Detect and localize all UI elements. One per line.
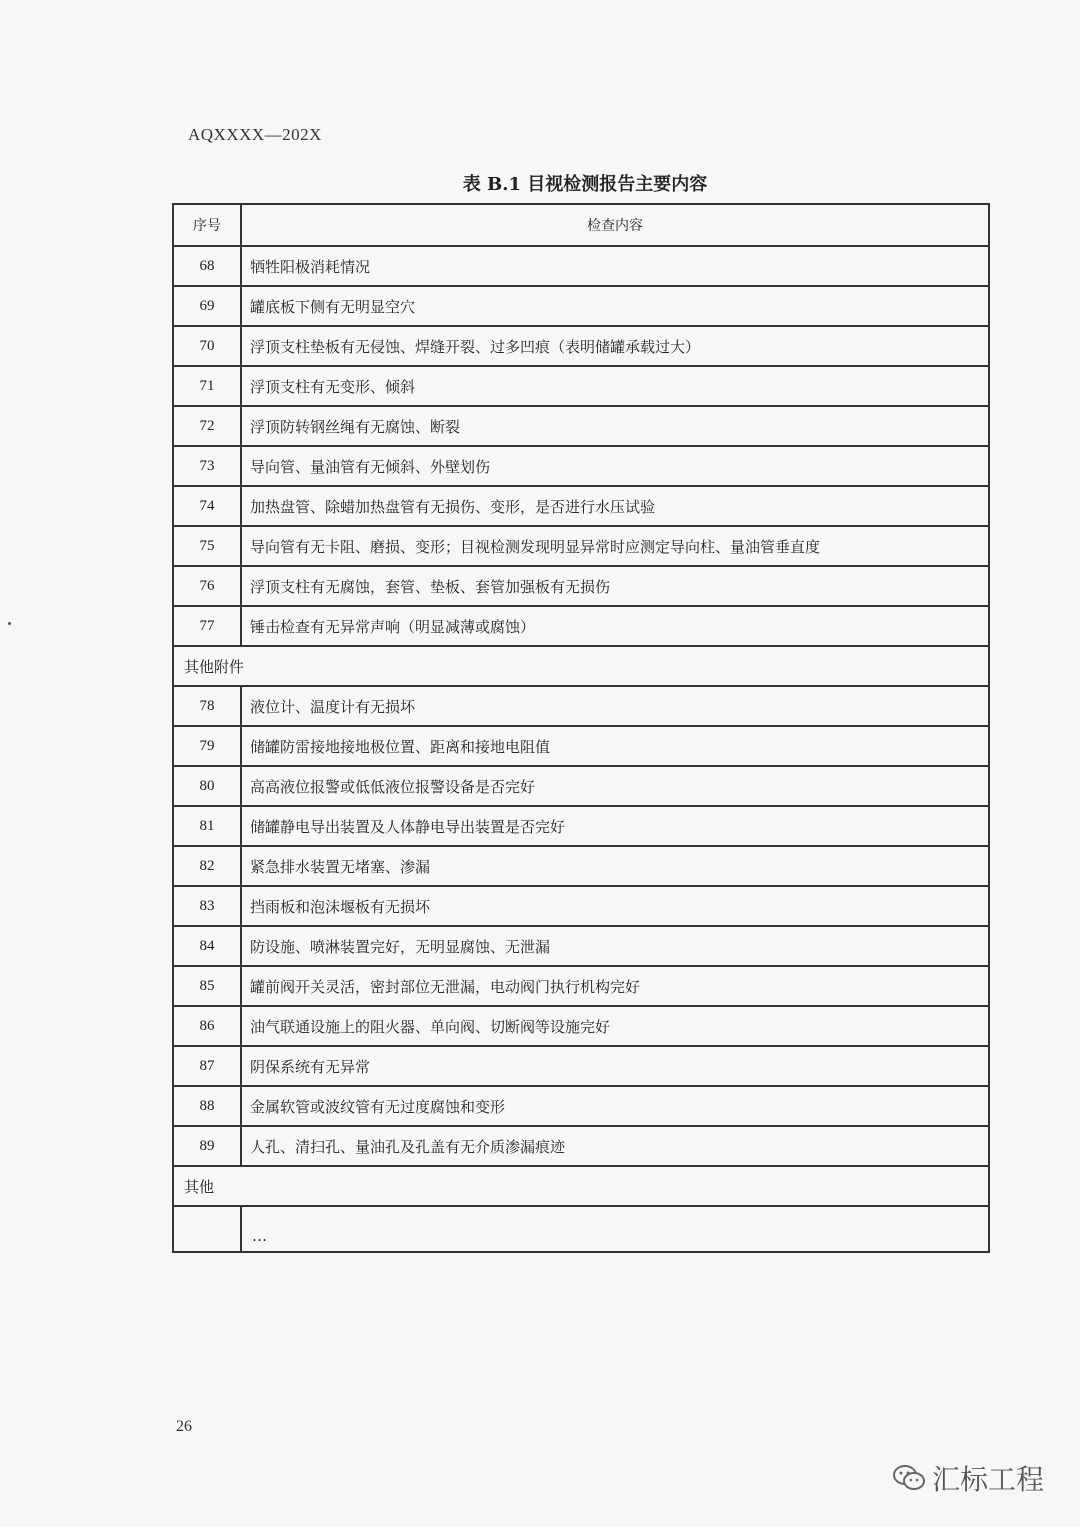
table-row bbox=[173, 246, 989, 286]
row-number: 76 bbox=[173, 566, 241, 606]
row-content: 浮顶支柱垫板有无侵蚀、焊缝开裂、过多凹痕（表明储罐承载过大） bbox=[241, 326, 989, 366]
row-content: 锤击检查有无异常声响（明显减薄或腐蚀） bbox=[241, 606, 989, 646]
table-row bbox=[173, 966, 989, 1006]
table-row bbox=[173, 406, 989, 446]
table-row bbox=[173, 486, 989, 526]
row-number: 83 bbox=[173, 886, 241, 926]
row-content: 储罐防雷接地接地极位置、距离和接地电阻值 bbox=[241, 726, 989, 766]
table-row bbox=[173, 926, 989, 966]
row-content-ellipsis: … bbox=[241, 1206, 989, 1252]
wechat-icon bbox=[892, 1463, 926, 1493]
table-row bbox=[173, 1086, 989, 1126]
row-content: 浮顶支柱有无变形、倾斜 bbox=[241, 366, 989, 406]
section-row-other bbox=[173, 1166, 989, 1206]
row-content: 金属软管或波纹管有无过度腐蚀和变形 bbox=[241, 1086, 989, 1126]
inspection-table bbox=[172, 203, 990, 1253]
row-content: 加热盘管、除蜡加热盘管有无损伤、变形，是否进行水压试验 bbox=[241, 486, 989, 526]
row-content: 油气联通设施上的阻火器、单向阀、切断阀等设施完好 bbox=[241, 1006, 989, 1046]
section-row-other-attachments-label: 其他附件 bbox=[173, 646, 989, 686]
row-number: 88 bbox=[173, 1086, 241, 1126]
row-content: 人孔、清扫孔、量油孔及孔盖有无介质渗漏痕迹 bbox=[241, 1126, 989, 1166]
table-row bbox=[173, 726, 989, 766]
column-header-num: 序号 bbox=[173, 204, 241, 246]
table-row bbox=[173, 686, 989, 726]
row-number: 74 bbox=[173, 486, 241, 526]
row-number: 84 bbox=[173, 926, 241, 966]
table-row bbox=[173, 566, 989, 606]
watermark-text: 汇标工程 bbox=[931, 1463, 1044, 1496]
row-number: 81 bbox=[173, 806, 241, 846]
column-header-content: 检查内容 bbox=[241, 204, 989, 246]
row-content: 牺牲阳极消耗情况 bbox=[241, 246, 989, 286]
table-row bbox=[173, 1006, 989, 1046]
row-number-empty bbox=[173, 1206, 241, 1252]
row-number: 79 bbox=[173, 726, 241, 766]
row-number: 82 bbox=[173, 846, 241, 886]
section-row-other-label: 其他 bbox=[173, 1166, 989, 1206]
row-content: 阴保系统有无异常 bbox=[241, 1046, 989, 1086]
section-row-other-attachments bbox=[173, 646, 989, 686]
table-row bbox=[173, 526, 989, 566]
table-row bbox=[173, 886, 989, 926]
table-row bbox=[173, 446, 989, 486]
row-number: 72 bbox=[173, 406, 241, 446]
table-row bbox=[173, 366, 989, 406]
document-code: AQXXXX—202X bbox=[188, 125, 322, 144]
row-number: 71 bbox=[173, 366, 241, 406]
row-number: 78 bbox=[173, 686, 241, 726]
row-content: 导向管、量油管有无倾斜、外壁划伤 bbox=[241, 446, 989, 486]
table-row-ellipsis bbox=[173, 1206, 989, 1252]
table-row bbox=[173, 846, 989, 886]
row-number: 73 bbox=[173, 446, 241, 486]
table-row bbox=[173, 286, 989, 326]
table-row bbox=[173, 1126, 989, 1166]
row-content: 罐底板下侧有无明显空穴 bbox=[241, 286, 989, 326]
row-number: 75 bbox=[173, 526, 241, 566]
row-content: 导向管有无卡阻、磨损、变形；目视检测发现明显异常时应测定导向柱、量油管垂直度 bbox=[241, 526, 989, 566]
row-number: 69 bbox=[173, 286, 241, 326]
row-number: 77 bbox=[173, 606, 241, 646]
row-content: 浮顶防转钢丝绳有无腐蚀、断裂 bbox=[241, 406, 989, 446]
row-number: 68 bbox=[173, 246, 241, 286]
row-content: 液位计、温度计有无损坏 bbox=[241, 686, 989, 726]
row-number: 80 bbox=[173, 766, 241, 806]
row-number: 70 bbox=[173, 326, 241, 366]
table-row bbox=[173, 326, 989, 366]
table-header-row bbox=[173, 204, 989, 246]
row-content: 罐前阀开关灵活，密封部位无泄漏，电动阀门执行机构完好 bbox=[241, 966, 989, 1006]
row-content: 紧急排水装置无堵塞、渗漏 bbox=[241, 846, 989, 886]
row-content: 储罐静电导出装置及人体静电导出装置是否完好 bbox=[241, 806, 989, 846]
page-number: 26 bbox=[176, 1418, 192, 1435]
row-content: 挡雨板和泡沫堰板有无损坏 bbox=[241, 886, 989, 926]
margin-mark bbox=[8, 622, 11, 625]
row-number: 87 bbox=[173, 1046, 241, 1086]
table-row bbox=[173, 766, 989, 806]
table-row bbox=[173, 806, 989, 846]
row-content: 高高液位报警或低低液位报警设备是否完好 bbox=[241, 766, 989, 806]
row-content: 浮顶支柱有无腐蚀，套管、垫板、套管加强板有无损伤 bbox=[241, 566, 989, 606]
watermark bbox=[892, 1458, 1044, 1498]
row-content: 防设施、喷淋装置完好，无明显腐蚀、无泄漏 bbox=[241, 926, 989, 966]
table-row bbox=[173, 606, 989, 646]
row-number: 89 bbox=[173, 1126, 241, 1166]
row-number: 86 bbox=[173, 1006, 241, 1046]
row-number: 85 bbox=[173, 966, 241, 1006]
table-caption: 表 B.1 目视检测报告主要内容 bbox=[462, 174, 708, 195]
table-row bbox=[173, 1046, 989, 1086]
